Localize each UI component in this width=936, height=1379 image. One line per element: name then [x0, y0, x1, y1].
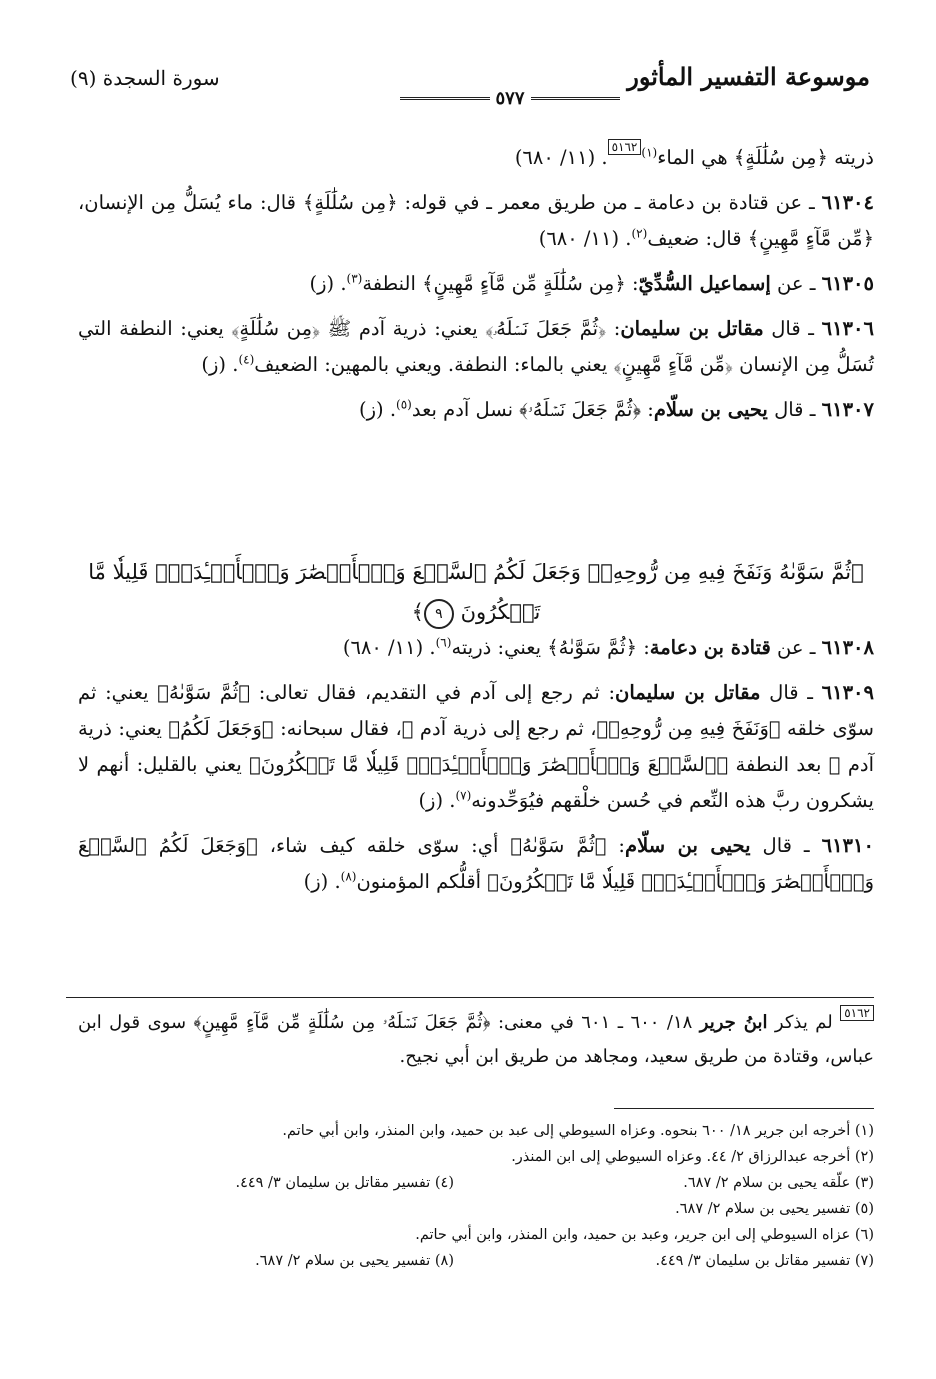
footnote-3: (٣) علّقه يحيى بن سلام ٢/ ٦٨٧.: [683, 1175, 874, 1191]
footnote-ref[interactable]: (٢): [631, 226, 648, 241]
narrator-name: قتادة بن دعامة: [649, 636, 771, 659]
comment-text: لم يذكر: [767, 1012, 841, 1033]
paragraph-text: : ﴿ثُمَّ جَعَلَ نَسۡلَهُۥ﴾ يعني: ذرية آدم ﷺ ﴿مِن سُلَٰلَةٍ﴾ يعني: النطفة التي تُسَلُّ مِن الإنسان ﴿مِّن مَّآءٍ مَّهِينٍ﴾ يعني بالماء: النطفة. ويعني بالمهين: الضعيف: [78, 317, 874, 376]
paragraph-text: : ﴿ثُمَّ سَوَّىٰهُ﴾ يعني: ذريته: [451, 636, 650, 659]
paragraph-text: : ثم رجع إلى آدم في التقديم، فقال تعالى: ﴿ثُمَّ سَوَّىٰهُ﴾ يعني: ثم سوّى خلقه ﴿وَنَفَخَ فِيهِ مِن رُّوحِهِۦ﴾، ثم رجع إلى ذرية آدم ﷺ، فقال سبحانه: ﴿وَجَعَلَ لَكُمُ﴾ يعني: ذرية آدم ﷺ بعد النطفة ﴿ٱلسَّمۡعَ وَٱلۡأَبۡصَٰرَ وَٱلۡأَفۡـِٔدَةَۚ قَلِيلٗا مَّا تَشۡكُرُونَ﴾ يعني بالقليل: أنهم لا يشكرون ربَّ هذه النِّعم في حُسن خلْقهم فيُوَحِّدونه: [78, 681, 874, 812]
paragraph-61307: [78, 392, 874, 428]
book-title: موسوعة التفسير المأثور: [627, 62, 870, 91]
paragraph-61304: [78, 185, 874, 257]
footnote-row: [78, 1170, 874, 1196]
footnote-ref[interactable]: (٦): [435, 635, 452, 650]
paragraph-text: ـ قال: [767, 398, 822, 421]
paragraph-ref: . (١١/ ٦٨٠): [514, 146, 608, 169]
athar-number: ٦١٣٠٩: [821, 681, 874, 704]
paragraph-61309: [78, 675, 874, 819]
paragraph-ref: . (١١/ ٦٨٠): [538, 227, 632, 250]
footnote-row: [78, 1248, 874, 1274]
athar-number: ٦١٣٠٨: [821, 636, 874, 659]
footnote-6: (٦) عزاه السيوطي إلى ابن جرير، وعبد بن حميد، وابن المنذر، وابن أبي حاتم.: [415, 1227, 874, 1243]
paragraph-text: ـ عن: [770, 636, 822, 659]
scholar-name: ابنُ جرير: [699, 1012, 768, 1033]
paragraph-61308: [78, 630, 874, 666]
paragraph-61310: [78, 828, 874, 900]
paragraph-ref: . (ز): [303, 870, 341, 893]
paragraph-ref: . (١١/ ٦٨٠): [342, 636, 436, 659]
comment-separator: [66, 997, 874, 998]
athar-number: ٦١٣٠٥: [821, 272, 874, 295]
narrator-name: يحيى بن سلّام: [625, 834, 751, 857]
paragraph-text: ـ عن: [770, 272, 822, 295]
paragraph-text: ـ قال: [750, 834, 822, 857]
header-rule-right: [531, 97, 621, 100]
verse-close-bracket: ﴾: [411, 600, 424, 624]
paragraph-text: ـ قال: [760, 681, 822, 704]
paragraph-61306: [78, 311, 874, 383]
paragraph-text: : ﴿ثُمَّ سَوَّىٰهُ﴾ أي: سوّى خلقه كيف شاء، ﴿وَجَعَلَ لَكُمُ ٱلسَّمۡعَ وَٱلۡأَبۡصَٰرَ وَٱلۡأَفۡـِٔدَةَۚ قَلِيلٗا مَّا تَشۡكُرُونَ﴾ أقلُّكم المؤمنون: [78, 834, 874, 893]
footnote-ref[interactable]: (٧): [455, 788, 472, 803]
ayah-number-icon: ٩: [424, 599, 454, 629]
narrator-name: إسماعيل السُّدِّيّ: [638, 272, 771, 295]
quran-verse: [78, 552, 874, 632]
paragraph-61305: [78, 266, 874, 302]
verse-text: ﴿ثُمَّ سَوَّىٰهُ وَنَفَخَ فِيهِ مِن رُّوحِهِۦۖ وَجَعَلَ لَكُمُ ٱلسَّمۡعَ وَٱلۡأَبۡصَٰرَ وَٱلۡأَفۡـِٔدَةَۚ قَلِيلٗا مَّا تَشۡكُرُونَ: [88, 560, 864, 624]
paragraph-text: ذريته ﴿مِن سُلَٰلَةٍ﴾ هي الماء: [657, 146, 874, 169]
comment-ref-box[interactable]: ٥١٦٢: [608, 139, 642, 155]
paragraph-ref: . (ز): [359, 398, 397, 421]
main-text: [78, 140, 874, 437]
footnote-5: (٥) تفسير يحيى بن سلام ٢/ ٦٨٧.: [675, 1201, 874, 1217]
footnote-2: (٢) أخرجه عبدالرزاق ٢/ ٤٤. وعزاه السيوطي إلى ابن المنذر.: [511, 1149, 874, 1165]
footnotes: [78, 1118, 874, 1274]
paragraph-text: : ﴿مِن سُلَٰلَةٍ مِّن مَّآءٍ مَّهِينٍ﴾ النطفة: [362, 272, 639, 295]
footnote-8: (٨) تفسير يحيى بن سلام ٢/ ٦٨٧.: [255, 1253, 454, 1269]
page-number-block: [400, 88, 620, 108]
athar-number: ٦١٣١٠: [821, 834, 874, 857]
footnote-ref[interactable]: (١): [641, 145, 658, 160]
comment-number-box: ٥١٦٢: [840, 1005, 874, 1021]
athar-number: ٦١٣٠٦: [821, 317, 874, 340]
main-text-2: [78, 630, 874, 909]
page-number: ٥٧٧: [495, 87, 525, 109]
footnote-ref[interactable]: (٥): [396, 397, 412, 412]
footnote-ref[interactable]: (٣): [346, 271, 363, 286]
paragraph-text: ـ قال: [763, 317, 822, 340]
athar-number: ٦١٣٠٧: [821, 398, 874, 421]
header-rule-left: [400, 97, 490, 100]
paragraph-text: : ﴿ثُمَّ جَعَلَ نَسۡلَهُۥ﴾ نسل آدم بعد: [411, 398, 654, 421]
footnote-7: (٧) تفسير مقاتل بن سليمان ٣/ ٤٤٩.: [655, 1253, 874, 1269]
paragraph-1: [78, 140, 874, 176]
narrator-name: مقاتل بن سليمان: [620, 317, 764, 340]
paragraph-text: ـ عن قتادة بن دعامة ـ من طريق معمر ـ في قوله: ﴿مِن سُلَٰلَةٍ﴾ قال: ماء يُسَلُّ مِن الإنسان، ﴿مِّن مَّآءٍ مَّهِينٍ﴾ قال: ضعيف: [78, 191, 874, 250]
comment-text: ١٨/ ٦٠٠ ـ ٦٠١ في معنى: ﴿ثُمَّ جَعَلَ نَسۡلَهُۥ مِن سُلَٰلَةٍ مِّن مَّآءٍ مَّهِينٍ﴾ سوى قول ابن عباس، وقتادة من طريق سعيد، ومجاهد من طريق ابن أبي نجيح.: [78, 1012, 874, 1067]
athar-number: ٦١٣٠٤: [821, 191, 874, 214]
footnotes-separator: [614, 1108, 874, 1109]
footnote-4: (٤) تفسير مقاتل بن سليمان ٣/ ٤٤٩.: [235, 1175, 454, 1191]
paragraph-ref: . (ز): [201, 353, 239, 376]
narrator-name: مقاتل بن سليمان: [615, 681, 761, 704]
editor-comment: [78, 1006, 874, 1074]
paragraph-ref: . (ز): [418, 789, 456, 812]
footnote-1: (١) أخرجه ابن جرير ١٨/ ٦٠٠ بنحوه. وعزاه السيوطي إلى عبد بن حميد، وابن المنذر، وابن أبي حاتم.: [282, 1123, 874, 1139]
surah-title: سورة السجدة (٩): [70, 66, 220, 90]
narrator-name: يحيى بن سلّام: [653, 398, 768, 421]
footnote-ref[interactable]: (٨): [340, 869, 357, 884]
comment-paragraph: [78, 1006, 874, 1074]
paragraph-ref: . (ز): [309, 272, 347, 295]
page-header: [70, 62, 870, 109]
footnote-ref[interactable]: (٤): [238, 352, 255, 367]
